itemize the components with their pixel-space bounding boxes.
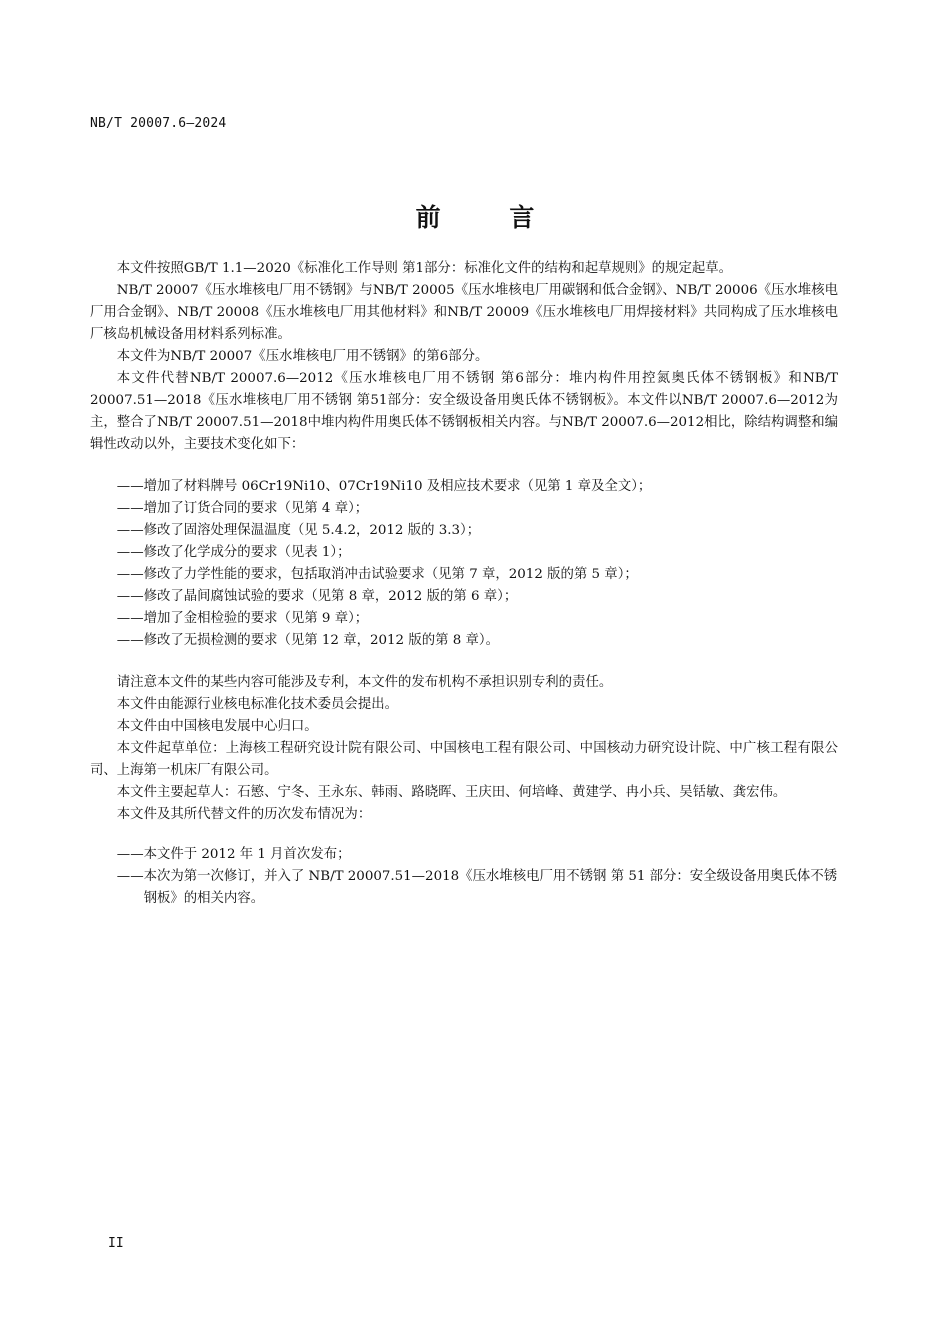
history-item: ——本文件于 2012 年 1 月首次发布；	[116, 847, 351, 862]
paragraph-drafters: 本文件主要起草人：石慜、宁冬、王永东、韩雨、路晓晖、王庆田、何培峰、黄建学、冉小兵、吴铦敏、龚宏伟。	[116, 785, 787, 800]
paragraph-series-standards: NB/T 20007《压水堆核电厂用不锈钢》与NB/T 20005《压水堆核电厂用碳钢和低合金钢》、NB/T 20006《压水堆核电厂用合金钢》、NB/T 20008《压水堆核电厂用其他材料》和NB/T 20009《压水堆核电厂用焊接材料》共同构成了压水堆核电厂核岛机械设备用材料系列标准。	[90, 283, 838, 342]
spacer	[90, 826, 838, 844]
spacer	[90, 652, 838, 672]
paragraph-drafting-units: 本文件起草单位：上海核工程研究设计院有限公司、中国核电工程有限公司、中国核动力研究设计院、中广核工程有限公司、上海第一机床厂有限公司。	[90, 741, 838, 778]
change-item: ——增加了金相检验的要求（见第 9 章）；	[116, 611, 369, 626]
change-item: ——增加了材料牌号 06Cr19Ni10、07Cr19Ni10 及相应技术要求（见第 1 章及全文）；	[116, 479, 652, 494]
history-item: ——本次为第一次修订，并入了 NB/T 20007.51—2018《压水堆核电厂用不锈钢 第 51 部分：安全级设备用奥氏体不锈钢板》的相关内容。	[116, 869, 838, 906]
paragraph-drafting-rules: 本文件按照GB/T 1.1—2020《标准化工作导则 第1部分：标准化文件的结构和起草规则》的规定起草。	[116, 261, 733, 276]
foreword-body	[90, 258, 838, 910]
change-item: ——增加了订货合同的要求（见第 4 章）；	[116, 501, 369, 516]
change-item: ——修改了力学性能的要求，包括取消冲击试验要求（见第 7 章，2012 版的第 5 章）；	[116, 567, 638, 582]
change-item: ——修改了固溶处理保温温度（见 5.4.2，2012 版的 3.3）；	[116, 523, 481, 538]
document-code: NB/T 20007.6—2024	[90, 116, 227, 131]
spacer	[90, 456, 838, 476]
paragraph-proposer: 本文件由能源行业核电标准化技术委员会提出。	[116, 697, 398, 712]
paragraph-part-number: 本文件为NB/T 20007《压水堆核电厂用不锈钢》的第6部分。	[116, 349, 489, 364]
change-item: ——修改了化学成分的要求（见表 1）；	[116, 545, 351, 560]
change-item: ——修改了晶间腐蚀试验的要求（见第 8 章，2012 版的第 6 章）；	[116, 589, 518, 604]
page-title: 前 言	[415, 203, 565, 232]
paragraph-history-intro: 本文件及其所代替文件的历次发布情况为：	[116, 807, 372, 822]
page-number: II	[108, 1236, 124, 1251]
paragraph-patent-notice: 请注意本文件的某些内容可能涉及专利，本文件的发布机构不承担识别专利的责任。	[116, 675, 613, 690]
paragraph-administrator: 本文件由中国核电发展中心归口。	[116, 719, 318, 734]
change-item: ——修改了无损检测的要求（见第 12 章，2012 版的第 8 章）。	[116, 633, 499, 648]
paragraph-replacement: 本文件代替NB/T 20007.6—2012《压水堆核电厂用不锈钢 第6部分：堆内构件用控氮奥氏体不锈钢板》和NB/T 20007.51—2018《压水堆核电厂用不锈钢 第51部分：安全级设备用奥氏体不锈钢板》。本文件以NB/T 20007.6—2012为主，整合了NB/T 20007.51—2018中堆内构件用奥氏体不锈钢板相关内容。与NB/T 20007.6—2012相比，除结构调整和编辑性改动以外，主要技术变化如下：	[90, 371, 838, 452]
